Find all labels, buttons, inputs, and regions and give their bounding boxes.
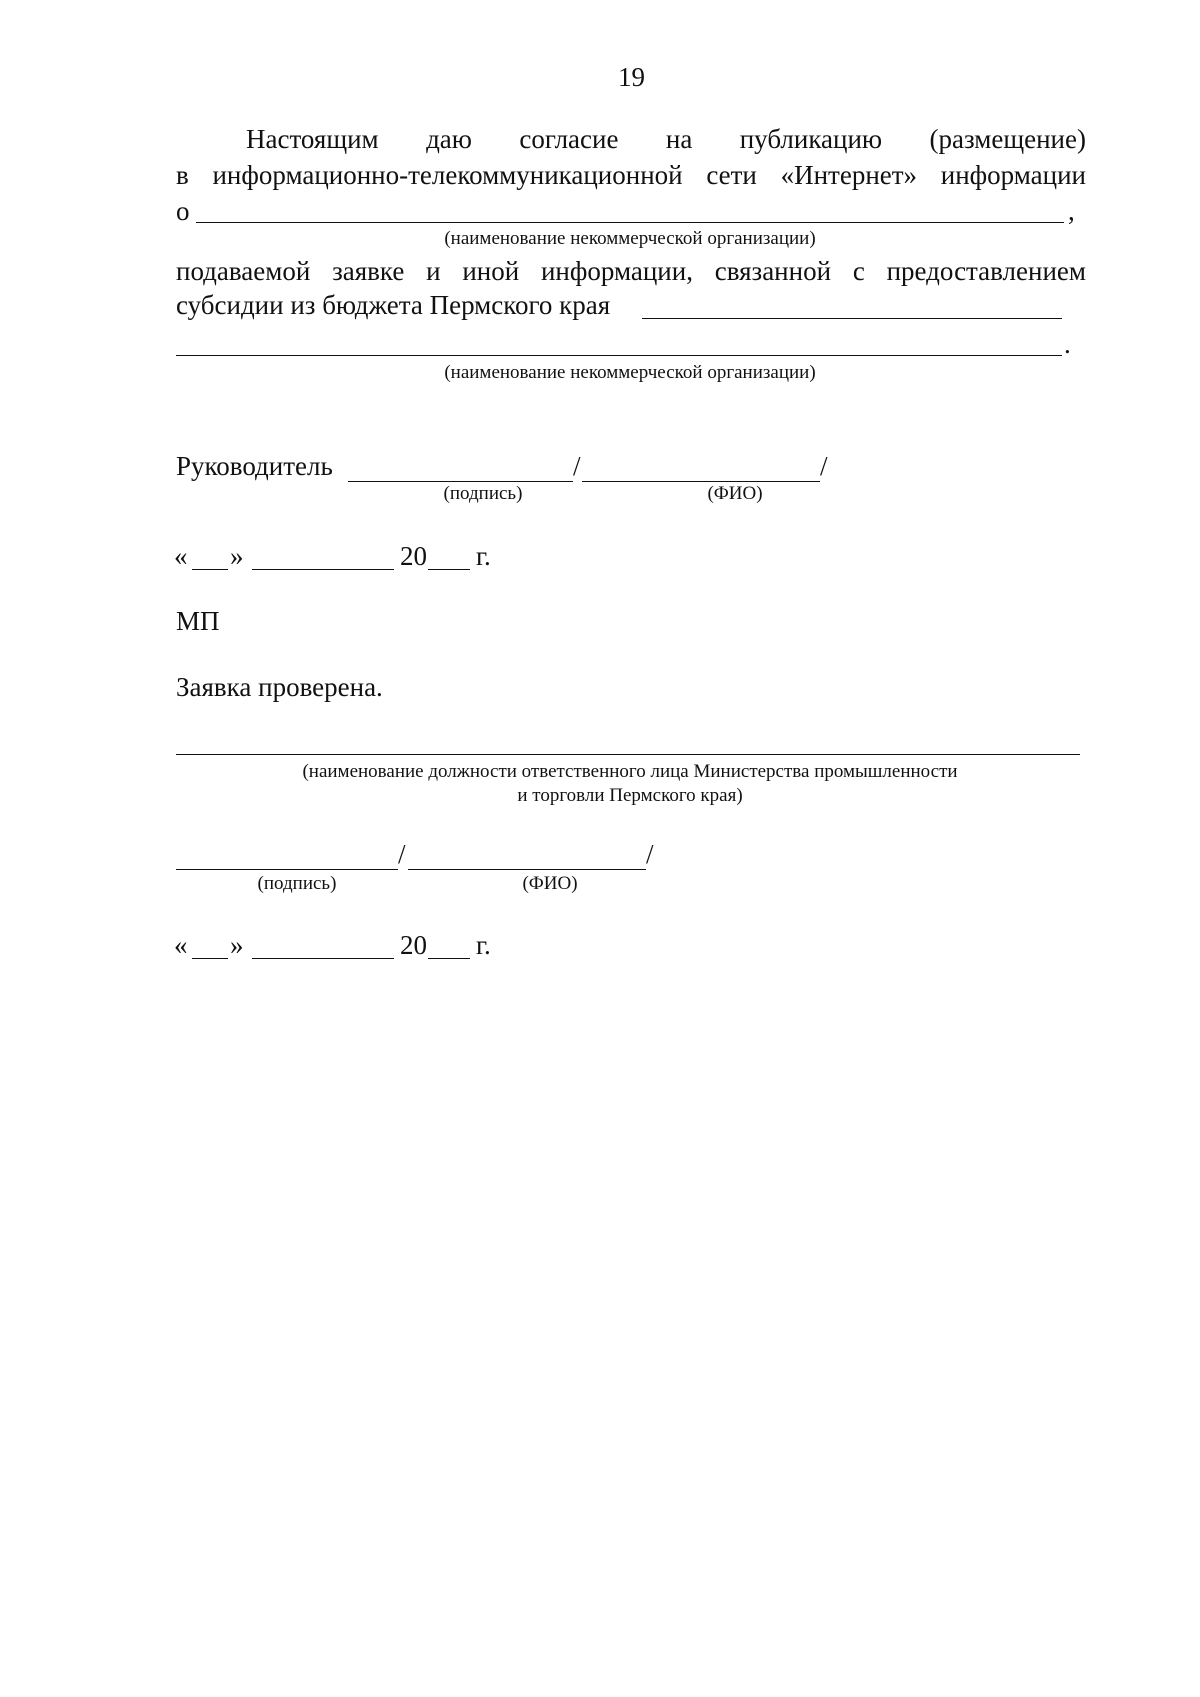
consent-line-4	[176, 256, 1086, 287]
date-2-year-suffix: г.	[476, 930, 491, 960]
consent-word: информации,	[540, 256, 693, 286]
date-2-open-quote: «	[174, 930, 188, 960]
head-label: Руководитель	[176, 451, 333, 481]
date-2-close-quote: »	[230, 930, 244, 960]
consent-word: на	[665, 124, 693, 154]
date-1-year-prefix: 20	[400, 541, 427, 571]
consent-line-3-prefix: о	[176, 196, 190, 226]
consent-word: подаваемой	[176, 256, 311, 286]
consent-line-5-text: субсидии из бюджета Пермского края	[176, 290, 611, 320]
org-name-field-1[interactable]	[196, 222, 1064, 223]
consent-line-1	[246, 124, 1086, 155]
date-2-year-field[interactable]	[428, 958, 470, 959]
ministry-signature-caption: (подпись)	[257, 873, 337, 894]
head-name-field[interactable]	[582, 481, 820, 482]
consent-word: (размещение)	[929, 124, 1086, 154]
ministry-slash-2: /	[646, 839, 654, 869]
head-slash-2: /	[820, 451, 828, 481]
date-2-month-field[interactable]	[252, 958, 394, 959]
date-1-year-field[interactable]	[428, 569, 470, 570]
consent-word: публикацию	[739, 124, 883, 154]
consent-word: Настоящим	[246, 124, 379, 154]
date-1-month-field[interactable]	[252, 569, 394, 570]
ministry-position-field[interactable]	[176, 754, 1080, 755]
org-caption-2: (наименование некоммерческой организации)	[444, 362, 816, 383]
head-signature-caption: (подпись)	[443, 483, 523, 504]
consent-word: сети	[706, 160, 757, 190]
consent-word: информационно-телекоммуникационной	[212, 160, 683, 190]
consent-word: информации	[940, 160, 1086, 190]
consent-word: согласие	[519, 124, 619, 154]
consent-word: связанной	[714, 256, 832, 286]
consent-word: и	[426, 256, 441, 286]
ministry-signature-field[interactable]	[176, 869, 398, 870]
org-name-field-2a[interactable]	[642, 318, 1062, 319]
ministry-caption-line-2: и торговли Пермского края)	[517, 785, 743, 806]
seal-label: МП	[176, 606, 220, 636]
ministry-slash-1: /	[398, 839, 406, 869]
consent-word: даю	[426, 124, 472, 154]
ministry-name-caption: (ФИО)	[522, 873, 578, 894]
consent-word: предоставлением	[886, 256, 1086, 286]
date-1-day-field[interactable]	[192, 569, 228, 570]
consent-word: заявке	[332, 256, 405, 286]
org-caption-1: (наименование некоммерческой организации)	[444, 228, 816, 249]
head-name-caption: (ФИО)	[707, 483, 763, 504]
date-1-close-quote: »	[230, 541, 244, 571]
ministry-caption-line-1: (наименование должности ответственного лица Министерства промышленности	[302, 761, 958, 782]
ministry-name-field[interactable]	[408, 869, 646, 870]
consent-word: с	[852, 256, 865, 286]
org-name-field-2b[interactable]	[176, 355, 1062, 356]
checked-label: Заявка проверена.	[176, 672, 383, 702]
date-1-year-suffix: г.	[476, 541, 491, 571]
consent-line-3-suffix: ,	[1068, 196, 1075, 226]
head-slash-1: /	[573, 451, 581, 481]
date-1-open-quote: «	[174, 541, 188, 571]
date-2-day-field[interactable]	[192, 958, 228, 959]
date-2-year-prefix: 20	[400, 930, 427, 960]
consent-word: «Интернет»	[780, 160, 918, 190]
consent-line-2	[176, 160, 1086, 191]
consent-line-6-suffix: .	[1064, 329, 1071, 359]
consent-word: в	[176, 160, 189, 190]
consent-word: иной	[462, 256, 520, 286]
page-number: 19	[618, 62, 645, 92]
head-signature-field[interactable]	[348, 481, 573, 482]
